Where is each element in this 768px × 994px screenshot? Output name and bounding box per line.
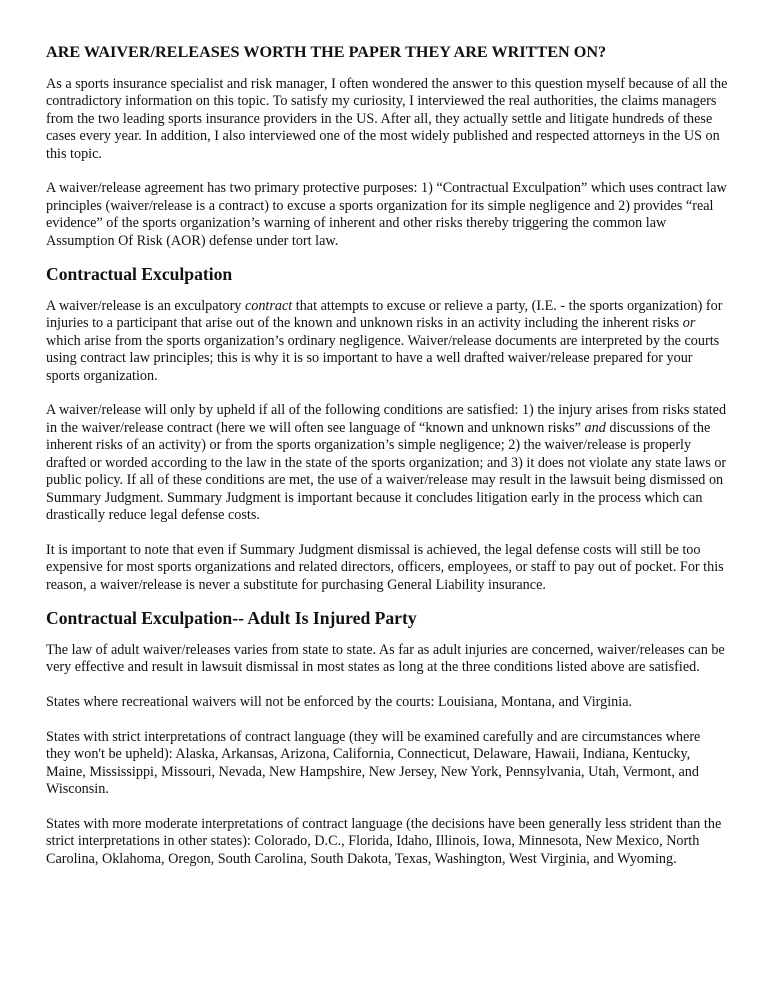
section2-paragraph-2: States where recreational waivers will not be enforced by the courts: Louisiana, Montana, and Virginia. xyxy=(46,694,633,711)
section1-paragraph-1: A waiver/release is an exculpatory contract that attempts to excuse or relieve a party, (I.E. - the sports organization) for injuries to a participant that arise out of the known and unknown risks in an activity including the inherent risks or which arise from the sports organization’s ordinary negligence. Waiver/release documents are interpreted by the courts using contract law principles; this is why it is so important to have a well drafted waiver/release prepared for your sports organization. xyxy=(46,298,723,384)
emphasis-contract: contract xyxy=(244,298,293,315)
section-heading-contractual-exculpation: Contractual Exculpation xyxy=(46,264,233,285)
document-title: ARE WAIVER/RELEASES WORTH THE PAPER THEY ARE WRITTEN ON? xyxy=(46,43,607,61)
section1-paragraph-3: It is important to note that even if Summary Judgment dismissal is achieved, the legal defense costs will still be too expensive for most sports organizations and related directors, officers, employees, or staff to pay out of pocket. For this reason, a waiver/release is never a substitute for purchasing General Liability insurance. xyxy=(46,541,724,593)
intro-paragraph-1: As a sports insurance specialist and risk manager, I often wondered the answer to this question myself because of all the contradictory information on this topic. To satisfy my curiosity, I interviewed the real authorities, the claims managers from the two leading sports insurance providers in the US. After all, they actually settle and litigate hundreds of these cases every year. In addition, I also interviewed one of the most widely published and respected attorneys in the US on this topic. xyxy=(46,76,728,162)
section2-paragraph-1: The law of adult waiver/releases varies from state to state. As far as adult injuries are concerned, waiver/releases can be very effective and result in lawsuit dismissal in most states as long at the three conditions listed above are satisfied. xyxy=(46,641,725,676)
intro-paragraph-2: A waiver/release agreement has two primary protective purposes: 1) “Contractual Exculpation” which uses contract law principles (waiver/release is a contract) to excuse a sports organization for its simple negligence and 2) provides “real evidence” of the sports organization’s warning of inherent and other risks thereby triggering the common law Assumption Of Risk (AOR) defense under tort law. xyxy=(46,180,727,249)
section2-paragraph-4: States with more moderate interpretations of contract language (the decisions have been generally less strident than the strict interpretations in other states): Colorado, D.C., Florida, Idaho, Illinois, Iowa, Minnesota, New Mexico, North Carolina, Oklahoma, Oregon, South Carolina, South Dakota, Texas, Washington, West Virginia, and Wyoming. xyxy=(46,815,722,867)
section-heading-adult-injured-party: Contractual Exculpation-- Adult Is Injured Party xyxy=(46,607,417,628)
emphasis-and: and xyxy=(584,419,606,436)
section1-paragraph-2: A waiver/release will only by upheld if all of the following conditions are satisfied: 1) the injury arises from risks stated in the waiver/release contract (here we will often see language of “known and unknown risks” and discussions of the inherent risks of an activity) or from the sports organization’s simple negligence; 2) the waiver/release is properly drafted or worded according to the law in the state of the sports organization; and 3) it does not violate any state laws or public policy. If all of these conditions are met, the use of a waiver/release may result in the lawsuit being dismissed on Summary Judgment. Summary Judgment is important because it concludes litigation early in the process which can drastically reduce legal defense costs. xyxy=(46,402,727,523)
emphasis-or: or xyxy=(682,315,696,332)
section2-paragraph-3: States with strict interpretations of contract language (they will be examined carefully and are circumstances where they won't be upheld): Alaska, Arkansas, Arizona, California, Connecticut, Delaware, Hawaii, Indiana, Kentucky, Maine, Mississippi, Missouri, Nevada, New Hampshire, New Jersey, New York, Pennsylvania, Utah, Vermont, and Wisconsin. xyxy=(46,728,701,798)
